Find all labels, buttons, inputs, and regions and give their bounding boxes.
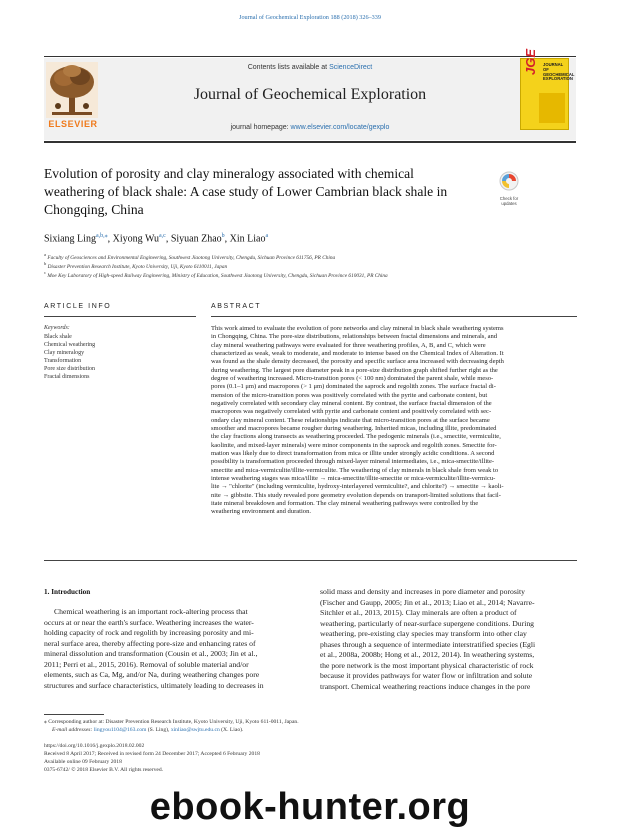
abstract-line: clay mineral weathering pathways were evaluated for three weathering profiles, A, B, and C, which were xyxy=(211,341,486,349)
affiliation xyxy=(44,270,574,279)
introduction-left-column xyxy=(44,607,300,691)
text-line: holding capacity of rock and regolith by increasing porosity and mi- xyxy=(44,628,254,637)
email-owner: (S. Ling), xyxy=(146,727,171,733)
elsevier-tree-logo-icon xyxy=(46,62,98,118)
watermark-text: ebook-hunter.org xyxy=(149,786,471,828)
cover-title: JOURNAL OF GEOCHEMICAL EXPLORATION xyxy=(543,62,575,82)
homepage-line xyxy=(120,124,500,131)
author-name[interactable]: Sixiang Ling xyxy=(44,233,96,245)
keyword-item: Pore size distribution xyxy=(44,366,95,372)
author-affil-sup[interactable]: a,c xyxy=(158,233,166,239)
cover-abbr: JGE xyxy=(523,48,538,75)
cover-artwork xyxy=(539,93,565,123)
email-link[interactable]: xinliao@swjtu.edu.cn xyxy=(170,727,220,733)
article-info-heading: ARTICLE INFO xyxy=(44,303,112,310)
keywords-label: Keywords: xyxy=(44,325,70,331)
author-affil-sup[interactable]: a xyxy=(265,233,269,239)
text-line: elements, such as Ca, Mg, and/or Na, during weathering changes pore xyxy=(44,670,260,679)
abstract-line: smectite and mica-vermiculite/illite-vermiculite. The weathering of clay minerals in black shale from weak to xyxy=(211,466,499,474)
footnote-rule xyxy=(44,714,104,715)
contents-prefix: Contents lists available at xyxy=(247,64,330,71)
introduction-right-column xyxy=(320,587,577,692)
text-line: occurs at or near the earth's surface. Weathering increases the water- xyxy=(44,617,254,627)
text-line: solid mass and density and increases in pore diameter and porosity xyxy=(320,587,525,596)
text-line: the pore network is the most important physical characteristic of rock xyxy=(320,660,534,670)
text-line: 2011; Perri et al., 2015, 2016). Removal of soluble material and/or xyxy=(44,659,249,669)
text-line: (Fischer and Gaupp, 2005; Jin et al., 2013; Liao et al., 2014; Navarre- xyxy=(320,597,535,607)
abstract-line: mension of the micro-transition pores was positively correlated with the pyrite and carbonate content, but xyxy=(211,391,488,399)
article-info-rule xyxy=(44,316,196,317)
header-bottom-rule xyxy=(44,141,576,143)
abstract-body xyxy=(211,325,577,517)
text-line: structures and surface characteristics, ultimately leading to decreases in xyxy=(44,680,264,690)
article-title: Evolution of porosity and clay mineralogy associated with chemical weathering of black shale: A case study of Lower Cambrian black shale in Chongqing, China xyxy=(44,166,448,217)
header-top-rule xyxy=(44,56,576,57)
keyword-item: Clay mineralogy xyxy=(44,350,85,356)
abstract-line: itate mineral breakdown and formation. The clay mineral weathering pathways were controlled by the xyxy=(211,499,479,507)
abstract-line: during weathering. The largest pore diameter peak in a pore-size distribution graph shifted further right as the xyxy=(211,366,498,374)
abstract-line: ondary clay mineral content. These relationships indicate that micro-transition pores at the surface became xyxy=(211,416,490,424)
text-line: phases through a sequence of intermediate interstratified species (Egli xyxy=(320,639,536,649)
introduction-heading: 1. Introduction xyxy=(44,588,91,596)
contents-line xyxy=(140,64,480,71)
journal-citation[interactable]: Journal of Geochemical Exploration 188 (2018) 326–339 xyxy=(239,14,381,21)
text-line: mineral dissolution and transformation (Cousin et al., 2003; Jin et al., xyxy=(44,649,258,658)
corresponding-author-note: ⁎ Corresponding author at: Disaster Prevention Research Institute, Kyoto University, Uji, Kyoto 611-0011, Japan. xyxy=(44,719,299,725)
author-name[interactable]: Siyuan Zhao xyxy=(170,233,222,245)
homepage-link[interactable]: www.elsevier.com/locate/gexplo xyxy=(290,124,390,131)
text-line: transport. Chemical weathering reactions induce changes in the pore xyxy=(320,681,531,691)
abstract-line: intense weathering stages was mica/illite → mica-smectite/illite-smectite or mica-vermiculite/illite-vermicu- xyxy=(211,474,496,482)
abstract-rule xyxy=(211,316,577,317)
abstract-line: nite → gibbsite. This study revealed pore geometry evolution depends on transport-limited solutions that facil- xyxy=(211,491,501,499)
text-line: neral surface area, thereby affecting pore-size and enhancing rates of xyxy=(44,638,256,648)
journal-cover-image xyxy=(520,48,575,130)
affiliation-text: Moe Key Laboratory of High-speed Railway Engineering, Ministry of Education, Southwest Jiaotong University, Chengdu, Sichuan Province 610031, PR China xyxy=(47,272,388,279)
abstract-line: pores (0.1–1 μm) and macropores (> 1 μm) dominated the saprock and regolith zones. The surface fractal di- xyxy=(211,383,496,391)
keyword-item: Black shale xyxy=(44,334,72,340)
keyword-item: Chemical weathering xyxy=(44,342,96,348)
abstract-line: characterized as weak, weak to moderate, and moderate to intense based on the Chemical Index of Alteration. It xyxy=(211,349,504,357)
affiliation xyxy=(44,261,574,270)
affiliation-sup: c xyxy=(44,270,46,275)
author-affil-sup[interactable]: b xyxy=(221,233,225,239)
check-updates-line-2: updates xyxy=(501,201,517,206)
received-dates: Received 8 April 2017; Received in revised form 24 December 2017; Accepted 6 February 2018 xyxy=(44,751,260,757)
affiliation-sup: b xyxy=(44,261,47,266)
journal-title: Journal of Geochemical Exploration xyxy=(193,86,427,103)
keyword-item: Fractal dimensions xyxy=(44,374,90,380)
email-owner: (X. Liao). xyxy=(219,727,244,733)
text-line: weathering, pre-existing clay species may transform into other clay xyxy=(320,629,527,638)
author-list: Sixiang Ling$^{a,b,⁎}$, Xiyong Wu$^{a,c}$, Siyuan Zhao$^b$, Xin Liao$^a$ xyxy=(44,233,269,245)
email-addresses xyxy=(44,727,572,733)
keyword-item: Transformation xyxy=(44,358,82,364)
abstract-line: weathering environment and duration. xyxy=(211,508,311,516)
text-line: because it provides pathways for water flow or infiltration and solute xyxy=(320,671,533,680)
abstract-line: This work aimed to evaluate the evolution of pore networks and clay mineral in black shale weathering systems xyxy=(211,325,504,332)
affiliation-text: Faculty of Geosciences and Environmental Engineering, Southwest Jiaotong University, Chengdu, Sichuan Province 611756, PR China xyxy=(47,254,336,261)
abstract-line: negatively correlated with secondary clay mineral content. By contrast, the surface fractal dimension of the xyxy=(211,399,492,407)
check-updates-icon xyxy=(499,171,519,191)
abstract-line: in Chongqing, China. The pore-size distributions, relationships between fractal dimensions and minerals, and xyxy=(211,333,498,341)
author-affil-sup[interactable]: a,b,⁎ xyxy=(95,233,108,239)
abstract-line: macropores was negatively correlated with pyrite and carbonate content and positively correlated with sec- xyxy=(211,408,492,416)
abstract-line: lite → "chlorite" (including vermiculite, hydroxy-interlayered vermiculite?, and chlorite?) → smectite → kaoli- xyxy=(211,483,504,491)
abstract-line: mation was likely due to direct transformation from mica or illite under strongly acidic conditions. A second xyxy=(211,449,495,457)
check-updates-line-1: Check for xyxy=(499,196,519,201)
sciencedirect-link[interactable]: ScienceDirect xyxy=(329,64,373,71)
text-line: et al., 2008a, 2008b; Hong et al., 2012, 2014). In weathering systems, xyxy=(320,650,535,659)
abstract-line: kaolinite, and mixed-layer minerals) were minor components in the saprock and regolith zones. Smectite for- xyxy=(211,441,497,449)
doi-link[interactable]: https://doi.org/10.1016/j.gexplo.2018.02.002 xyxy=(44,743,145,749)
abstract-line: was found as the shale density decreased, the porosity and specific surface area increased with decreasing depth xyxy=(211,358,504,366)
author-name[interactable]: Xiyong Wu xyxy=(112,233,159,245)
abstract-line: possibility is transformation proceeded through mixed-layer mineral intermediates, i.e., mica-smectite/illite- xyxy=(211,458,495,466)
copyright-line: 0375-6742/ © 2018 Elsevier B.V. All rights reserved. xyxy=(44,767,164,773)
text-line: Sitchler et al., 2013, 2015). Clay minerals are often a product of xyxy=(320,608,517,617)
abstract-heading: ABSTRACT xyxy=(211,303,262,310)
check-for-updates-badge[interactable] xyxy=(494,171,524,207)
affiliation-text: Disaster Prevention Research Institute, Kyoto University, Uji, Kyoto 6110011, Japan xyxy=(47,263,228,270)
elsevier-wordmark: ELSEVIER xyxy=(48,119,98,129)
homepage-prefix: journal homepage: xyxy=(230,124,291,131)
affiliation-sup: a xyxy=(44,252,46,257)
abstract-bottom-rule xyxy=(44,560,577,561)
text-line: weathering, particularly of near-surface supergene conditions. During xyxy=(320,618,535,628)
abstract-line: smoother and macropores became rougher during weathering. Inherited micas, including illite, predominated xyxy=(211,424,497,432)
abstract-line: the clay fractions along transects as weathering proceeded. The pedogenic minerals (i.e., smectite, vermiculite, xyxy=(211,433,501,441)
text-line: Chemical weathering is an important rock-altering process that xyxy=(54,607,248,616)
affiliation xyxy=(44,252,574,261)
email-link[interactable]: lingyou1104@163.com xyxy=(93,727,147,733)
email-label: E-mail addresses: xyxy=(52,727,94,733)
author-name[interactable]: Xin Liao xyxy=(229,233,266,245)
available-online: Available online 09 February 2018 xyxy=(44,759,122,765)
abstract-line: degree of weathering increased. Micro-transition pores (< 100 nm) dominated the parent shale, while meso- xyxy=(211,374,494,382)
